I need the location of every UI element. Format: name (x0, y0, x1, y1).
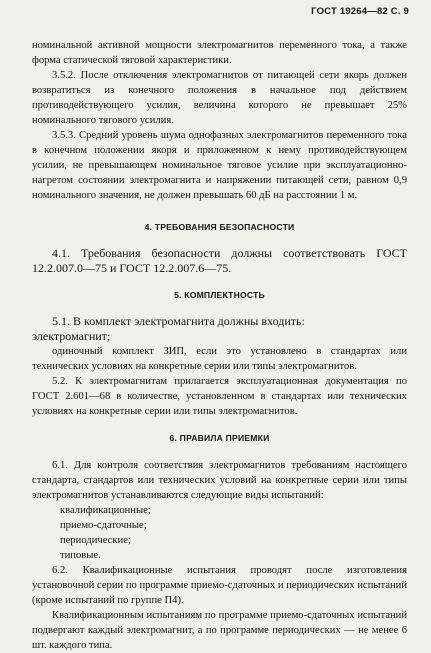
paragraph-4-1: 4.1. Требования безопасности должны соответствовать ГОСТ 12.2.007.0—75 и ГОСТ 12.2.007.6—75. (32, 246, 407, 275)
paragraph-3-5-3: 3.5.3. Средний уровень шума однофазных электромагнитов переменного тока в конечном положении якоря и приложенном к нему противодействующем усилии, не превышающем номинальное тяговое усилие при эксплуатационно-нагретом состоянии электромагнита и напряжении питающей сети, равном 0,9 номинального значения, не должен превышать 60 дБ на расстоянии 1 м. (32, 130, 407, 201)
paragraph-6-2: 6.2. Квалификационные испытания проводят после изготовления установочной серии по программе приемо-сдаточных и периодических испытаний (кроме испытаний по группе П4). (32, 565, 407, 606)
list-item-test-type: типовые. (60, 550, 101, 561)
paragraph-5-1: 5.1. В комплект электромагнита должны входить: (52, 314, 305, 328)
section-5-heading: 5. КОМПЛЕКТНОСТЬ (174, 290, 265, 300)
section-6-heading: 6. ПРАВИЛА ПРИЕМКИ (169, 433, 270, 443)
paragraph-intro: номинальной активной мощности электромагнитов переменного тока, а также форма статической тяговой характеристики. (32, 40, 407, 66)
paragraph-6-2-continued: Квалификационным испытаниям по программе приемо-сдаточных испытаний подвергают каждый электромагнит, а по программе периодических — не менее 6 шт. каждого типа. (32, 610, 407, 651)
list-item-test-type: приемо-сдаточные; (60, 520, 147, 531)
page-body (32, 38, 407, 653)
section-4-heading: 4. ТРЕБОВАНИЯ БЕЗОПАСНОСТИ (144, 222, 295, 232)
paragraph-3-5-2: 3.5.2. После отключения электромагнитов от питающей сети якорь должен возвратиться из конечного положения в начальное под действием противодействующего усилия, величина которого не превышает 25% номинального тягового усилия. (32, 70, 407, 126)
list-item-test-type: квалификационные; (60, 505, 151, 516)
running-header: ГОСТ 19264—82 С. 9 (311, 6, 409, 17)
paragraph-zip: одиночный комплект ЗИП, если это установлено в стандартах или технических условиях на конкретные серии или типы электромагнитов. (32, 346, 407, 372)
list-item-test-type: периодические; (60, 535, 131, 546)
list-item-electromagnet: электромагнит; (32, 329, 111, 343)
paragraph-6-1: 6.1. Для контроля соответствия электромагнитов требованиям настоящего стандарта, стандартов или технических условий на конкретные серии или типы электромагнитов устанавливаются следующие виды испытаний: (32, 460, 407, 501)
paragraph-5-2: 5.2. К электромагнитам прилагается эксплуатационная документация по ГОСТ 2.601—68 в количестве, установленном в стандартах или технических условиях на конкретные серии или типы электромагнитов. (32, 376, 407, 417)
